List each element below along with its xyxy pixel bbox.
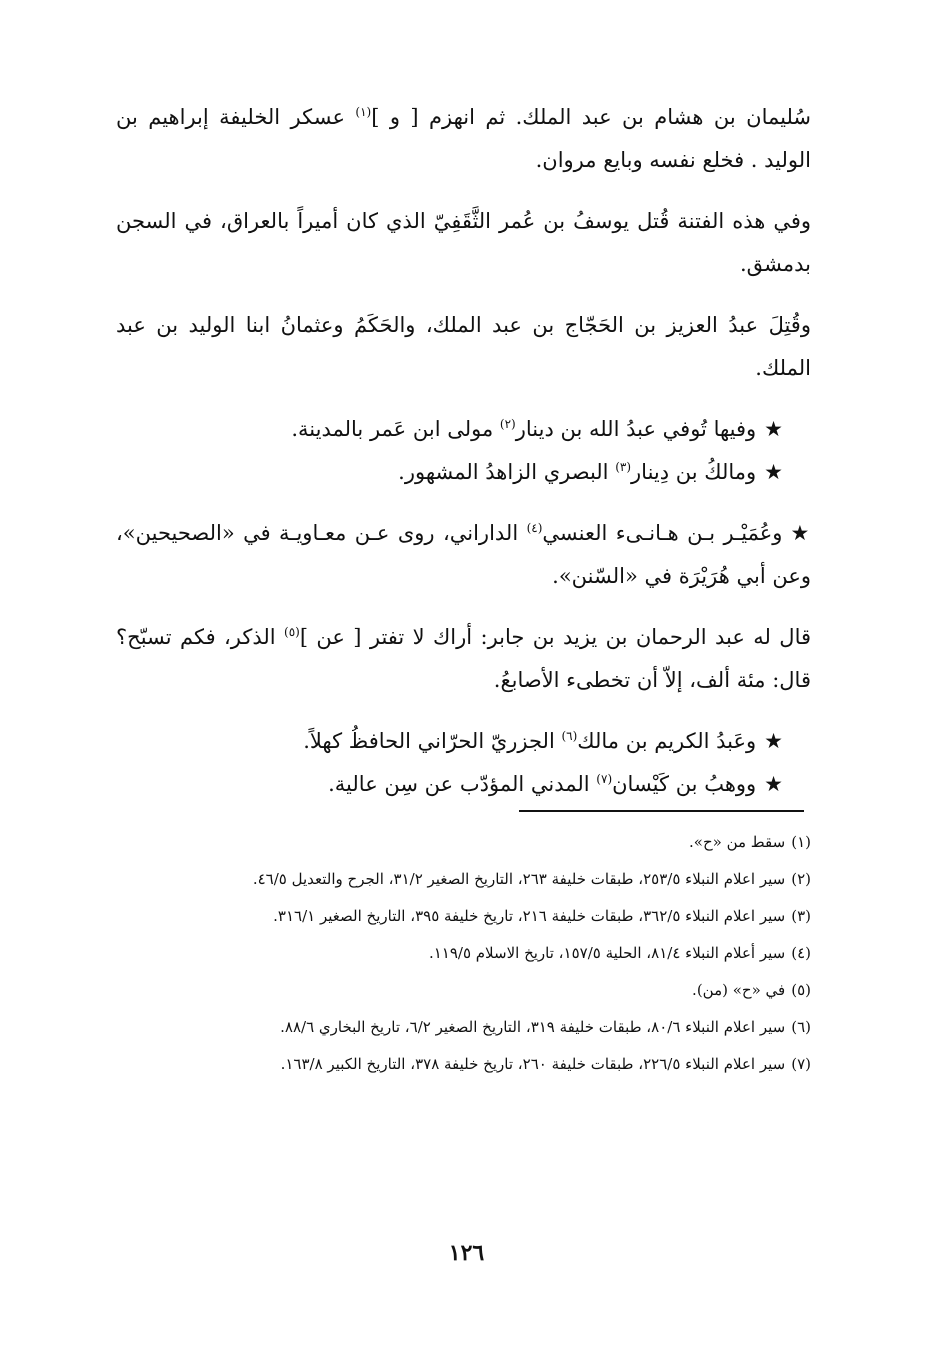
item-text: وعُمَيْـر بـن هـانـىء العنسي (542, 521, 783, 545)
paragraph: وفي هذه الفتنة قُتل يوسفُ بن عُمر الثَّقَفِيّ الذي كان أميراً بالعراق، في السجن بدمشق. (116, 209, 811, 276)
item-text: وعَبدُ الكريم بن مالك (577, 729, 757, 753)
footnote (116, 826, 811, 859)
list-item (116, 451, 811, 494)
star-icon: ★ (764, 772, 783, 796)
footnote (116, 937, 811, 970)
footnote (116, 974, 811, 1007)
footnote (116, 900, 811, 933)
footnote-number: (٦) (791, 1018, 811, 1036)
footnote-number: (٥) (791, 981, 811, 999)
list-item (116, 763, 811, 806)
item-text: البصري الزاهدُ المشهور. (398, 460, 616, 484)
footnote-text: سير اعلام النبلاء ٢٥٣/٥، طبقات خليفة ٢٦٣، التاريخ الصغير ٣١/٢، الجرح والتعديل ٤٦/٥. (252, 870, 786, 888)
footnote-divider (519, 810, 804, 812)
quote-text: قال له عبد الرحمان بن يزيد بن جابر: أراك لا تفتر [ عن ] (299, 625, 812, 649)
star-icon: ★ (790, 521, 811, 545)
footnote-number: (١) (791, 833, 811, 851)
star-icon: ★ (764, 729, 783, 753)
footnote-number: (٣) (791, 907, 811, 925)
item-text: وفيها تُوفي عبدُ الله بن دينار (515, 417, 757, 441)
footnote-text: سير اعلام النبلاء ٣٦٢/٥، طبقات خليفة ٢١٦، تاريخ خليفة ٣٩٥، التاريخ الصغير ٣١٦/١. (273, 907, 786, 925)
footnote-marker: (٢) (499, 417, 516, 431)
item-text: الداراني، روى عـن معـاويـة في «الصحيحين»، وعن أبي هُرَيْرَة في «السّنن». (116, 521, 811, 588)
item-text: ومالكُ بن دِينار (631, 460, 757, 484)
footnote-number: (٢) (791, 870, 811, 888)
footnote-text: سير اعلام النبلاء ٢٢٦/٥، طبقات خليفة ٢٦٠، تاريخ خليفة ٣٧٨، التاريخ الكبير ١٦٣/٨. (280, 1055, 786, 1073)
main-text (116, 96, 811, 806)
footnote-marker: (٣) (615, 460, 632, 474)
footnote-text: سير اعلام النبلاء ٨٠/٦، طبقات خليفة ٣١٩، التاريخ الصغير ٦/٢، تاريخ البخاري ٨٨/٦. (280, 1018, 786, 1036)
page-number: ١٢٦ (448, 1240, 485, 1266)
list-item (116, 512, 811, 598)
footnote-marker: (١) (355, 105, 372, 119)
item-text: المدني المؤدّب عن سِن عالية. (328, 772, 597, 796)
item-text: مولى ابن عَمر بالمدينة. (291, 417, 500, 441)
footnote-text: سقط من «ح». (689, 833, 786, 851)
footnote (116, 1048, 811, 1081)
footnote-number: (٧) (791, 1055, 811, 1073)
footnote (116, 863, 811, 896)
paragraph-text: سُليمان بن هشام بن عبد الملك. ثم انهزم [ و ] (371, 105, 811, 129)
footnotes (116, 826, 811, 1085)
item-text: الجزريّ الحرّاني الحافظُ كهلاً. (303, 729, 562, 753)
footnote (116, 1011, 811, 1044)
footnote-marker: (٦) (561, 729, 578, 743)
footnote-text: سير أعلام النبلاء ٨١/٤، الحلية ١٥٧/٥، تاريخ الاسلام ١١٩/٥. (428, 944, 786, 962)
list-item (116, 720, 811, 763)
quote-paragraph (116, 616, 811, 702)
footnote-marker: (٧) (596, 772, 613, 786)
footnote-number: (٤) (791, 944, 811, 962)
footnote-marker: (٥) (284, 625, 300, 639)
paragraph (116, 96, 811, 182)
paragraph-text: عسكر الخليفة إبراهيم بن الوليد . فخلع نفسه وبايع مروان. (116, 105, 811, 172)
star-icon: ★ (764, 417, 783, 441)
footnote-text: في «ح» (من). (692, 981, 786, 999)
footnote-marker: (٤) (526, 521, 543, 535)
paragraph: وقُتِلَ عبدُ العزيز بن الحَجّاج بن عبد الملك، والحَكَمُ وعثمانُ ابنا الوليد بن عبد الملك. (116, 313, 811, 380)
star-icon: ★ (764, 460, 783, 484)
item-text: ووهبُ بن كَيْسان (612, 772, 757, 796)
quote-text: الذكر، فكم تسبّح؟ قال: مئة ألف، إلاّ أن تخطىء الأصابعُ. (116, 625, 811, 692)
list-item (116, 408, 811, 451)
